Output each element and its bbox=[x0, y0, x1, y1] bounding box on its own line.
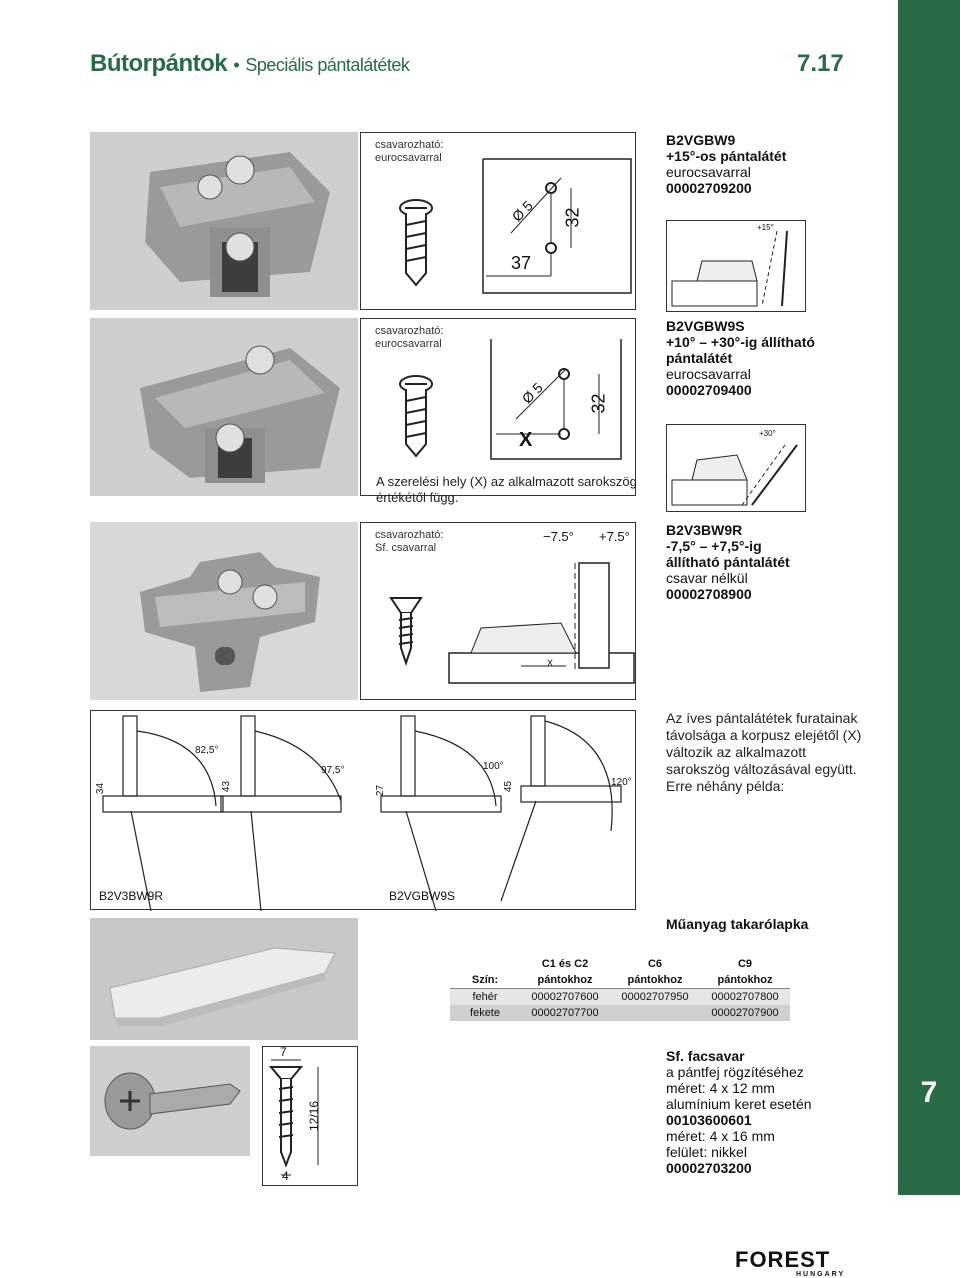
table-header-row bbox=[450, 972, 790, 989]
page-subtitle: Speciális pántalátétek bbox=[245, 55, 410, 75]
product-info-b2v3bw9r bbox=[666, 522, 790, 602]
screw-line3: alumínium keret esetén bbox=[666, 1096, 812, 1112]
angle-examples-text bbox=[666, 710, 861, 795]
product-line2: pántalátét bbox=[666, 350, 733, 366]
dim-7: 7 bbox=[280, 1045, 287, 1059]
screw-title: Sf. facsavar bbox=[666, 1048, 745, 1064]
product-photo-b2v3bw9r bbox=[90, 522, 358, 700]
screw-note-l1: csavarozható: bbox=[375, 529, 444, 541]
mounting-plate-image bbox=[90, 318, 358, 496]
table-row bbox=[450, 1005, 790, 1021]
mounting-note bbox=[376, 474, 637, 506]
note-l2: értékétől függ. bbox=[376, 490, 459, 505]
table-cell bbox=[450, 956, 520, 972]
table-cell: 00002707800 bbox=[700, 989, 790, 1006]
dim-43: 43 bbox=[221, 780, 233, 793]
table-cell: C6 bbox=[647, 958, 663, 970]
angle-120: 120° bbox=[611, 777, 632, 788]
chapter-tab-number: 7 bbox=[920, 1076, 938, 1109]
forest-logo-sub: HUNGARY bbox=[796, 1271, 846, 1278]
screw-note-l1: csavarozható: bbox=[375, 139, 444, 151]
label-b2vgbw9s: B2VGBW9S bbox=[389, 889, 456, 903]
title-bullet: • bbox=[233, 55, 240, 75]
product-code: B2VGBW9S bbox=[666, 318, 745, 334]
wood-screw-drawing bbox=[361, 523, 637, 701]
product-line3: csavar nélkül bbox=[666, 570, 748, 586]
product-code: B2V3BW9R bbox=[666, 522, 743, 538]
screw-info bbox=[666, 1048, 812, 1176]
dimension-drawing-b2v3bw9r bbox=[360, 522, 636, 700]
table-cell: 00002707950 bbox=[610, 989, 700, 1006]
article-number: 00002709200 bbox=[666, 180, 752, 196]
dim-12-16: 12/16 bbox=[307, 1100, 322, 1132]
screw-note-l2: Sf. csavarral bbox=[375, 542, 437, 554]
dim-x: X bbox=[519, 429, 533, 451]
page-title bbox=[90, 50, 409, 78]
screw-line5: felület: nikkel bbox=[666, 1144, 747, 1160]
screw-line1: a pántfej rögzítéséhez bbox=[666, 1064, 804, 1080]
mounting-plate-image bbox=[90, 132, 358, 310]
angle-label: +30° bbox=[759, 429, 776, 438]
angle-drawing-30 bbox=[666, 424, 806, 512]
table-header-row bbox=[450, 956, 790, 972]
angle-examples-box bbox=[90, 710, 636, 910]
dim-27: 27 bbox=[375, 784, 387, 797]
table-cell: fekete bbox=[450, 1005, 520, 1021]
dim-32: 32 bbox=[588, 393, 609, 414]
screw-dimension-drawing bbox=[262, 1046, 358, 1186]
text-l3: változik az alkalmazott bbox=[666, 744, 807, 760]
angle-label: +15° bbox=[757, 223, 774, 232]
article-number: 00002708900 bbox=[666, 586, 752, 602]
screw-line4: méret: 4 x 16 mm bbox=[666, 1128, 775, 1144]
dim-37: 37 bbox=[511, 253, 532, 273]
table-cell: 00002707600 bbox=[520, 989, 610, 1006]
title-text: Bútorpántok bbox=[90, 50, 228, 77]
angle-82-5: 82,5° bbox=[195, 745, 219, 756]
product-code: B2VGBW9 bbox=[666, 132, 736, 148]
table-cell: Szín: bbox=[450, 972, 520, 989]
product-info-b2vgbw9s bbox=[666, 318, 815, 398]
page-number: 7.17 bbox=[797, 50, 844, 77]
dim-x: X bbox=[547, 658, 554, 668]
dim-34: 34 bbox=[95, 782, 107, 795]
product-line1: +15°-os pántalátét bbox=[666, 148, 787, 164]
cover-plate-photo bbox=[90, 918, 358, 1040]
angle-drawing-15 bbox=[666, 220, 806, 312]
screw-photo bbox=[90, 1046, 250, 1156]
article-number: 00002709400 bbox=[666, 382, 752, 398]
table-cell: fehér bbox=[450, 989, 520, 1006]
cover-table bbox=[450, 956, 790, 1021]
table-cell: 00002707700 bbox=[520, 1005, 610, 1021]
dim-32: 32 bbox=[562, 207, 583, 228]
text-l2: távolsága a korpusz elejétől (X) bbox=[666, 727, 862, 743]
dimension-drawing-b2vgbw9 bbox=[360, 132, 636, 310]
product-photo-b2vgbw9 bbox=[90, 132, 358, 310]
screw-line2: méret: 4 x 12 mm bbox=[666, 1080, 775, 1096]
hinge-angle-diagrams bbox=[91, 711, 637, 911]
dim-diameter: Ø 5 bbox=[518, 379, 546, 407]
product-line2: állítható pántalátét bbox=[666, 554, 790, 570]
dimension-drawing-b2vgbw9s bbox=[360, 318, 636, 496]
cross-plate-image bbox=[90, 522, 358, 700]
product-line1: -7,5° – +7,5°-ig bbox=[666, 538, 762, 554]
forest-logo: FOREST bbox=[735, 1247, 831, 1272]
label-b2v3bw9r: B2V3BW9R bbox=[99, 889, 164, 903]
dim-diameter: Ø 5 bbox=[508, 197, 536, 225]
angle-minus: −7.5° bbox=[543, 529, 574, 544]
screw-note-l2: eurocsavarral bbox=[375, 338, 442, 350]
text-l1: Az íves pántalátétek furatainak bbox=[666, 710, 858, 726]
chapter-tab bbox=[898, 0, 960, 1195]
table-cell: C1 és C2 bbox=[541, 958, 589, 970]
article-number: 00002703200 bbox=[666, 1160, 752, 1176]
angle-plus: +7.5° bbox=[599, 529, 630, 544]
table-cell: pántokhoz bbox=[610, 972, 700, 989]
angle-100: 100° bbox=[483, 761, 504, 772]
table-cell: pántokhoz bbox=[520, 972, 610, 989]
product-line2: eurocsavarral bbox=[666, 164, 751, 180]
article-number: 00103600601 bbox=[666, 1112, 752, 1128]
dim-4: 4 bbox=[282, 1169, 289, 1183]
dim-45: 45 bbox=[503, 780, 515, 793]
product-line3: eurocsavarral bbox=[666, 366, 751, 382]
table-cell: 00002707900 bbox=[700, 1005, 790, 1021]
product-photo-b2vgbw9s bbox=[90, 318, 358, 496]
screw-drawing bbox=[361, 133, 637, 311]
table-cell bbox=[610, 1005, 700, 1021]
screw-note-l2: eurocsavarral bbox=[375, 152, 442, 164]
text-l5: Erre néhány példa: bbox=[666, 778, 785, 794]
cover-title: Műanyag takarólapka bbox=[666, 916, 809, 932]
table-row bbox=[450, 989, 790, 1006]
table-cell: C9 bbox=[737, 958, 753, 970]
angle-97-5: 97,5° bbox=[321, 765, 345, 776]
product-line1: +10° – +30°-ig állítható bbox=[666, 334, 815, 350]
text-l4: sarokszög változásával együtt. bbox=[666, 761, 857, 777]
product-info-b2vgbw9 bbox=[666, 132, 786, 196]
note-l1: A szerelési hely (X) az alkalmazott sarokszög bbox=[376, 474, 637, 489]
screw-note-l1: csavarozható: bbox=[375, 325, 444, 337]
table-cell: pántokhoz bbox=[700, 972, 790, 989]
article-table bbox=[450, 956, 790, 1021]
